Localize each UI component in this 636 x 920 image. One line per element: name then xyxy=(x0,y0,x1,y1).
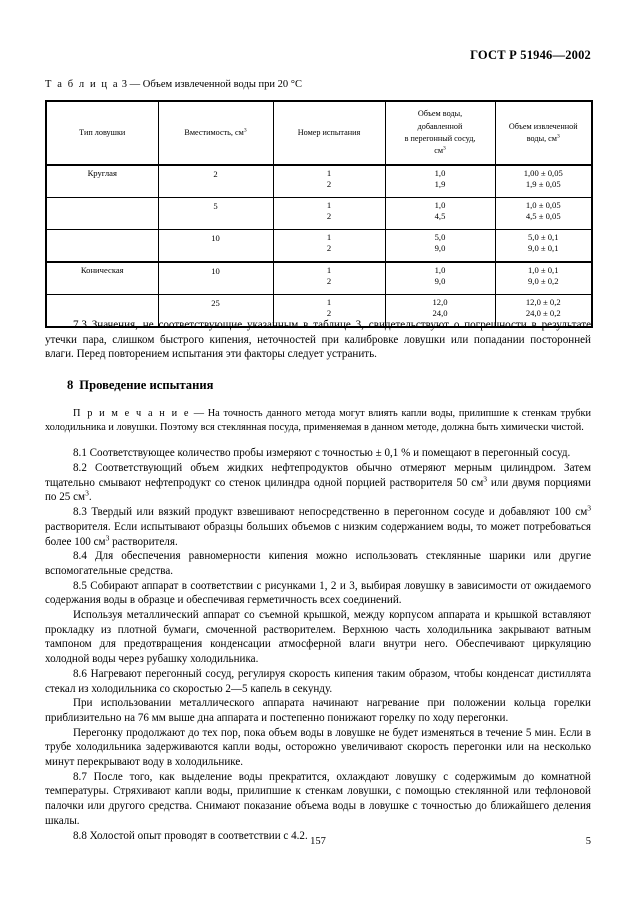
cell-capacity: 5 xyxy=(158,198,273,230)
cell-water-added-value: 1,9 xyxy=(434,178,446,189)
cell-water-added-value: 1,0 xyxy=(434,168,446,178)
paragraph-8-2-part-b: или двумя порциями по 25 см xyxy=(45,476,591,504)
paragraph-8-2-part-a: 8.2 Соответствующий объем жидких нефтепродуктов обычно отмеряют мерным цилиндром. Затем тщательно смывают нефтепродукт со стенок цилиндра одной порцией растворителя 50 см xyxy=(45,462,591,489)
cell-water-added-value: 1,0 xyxy=(434,200,446,210)
column-header-test-number xyxy=(273,101,385,165)
table-row xyxy=(46,230,592,263)
cell-water-added-value: 12,0 xyxy=(432,297,448,307)
cell-trap-type xyxy=(46,230,158,263)
paragraph-8-3-part-a: 8.3 Твердый или вязкий продукт взвешивают непосредственно в перегонном сосуде и добавляют 100 см xyxy=(73,506,588,519)
paragraph-8-7: 8.7 После того, как выделение воды прекратится, охлаждают ловушку с содержимым до комнатной температуры. Стряхивают капли воды, прилипшие к стенкам ловушки, с помощью стеклянной или тефлоновой палочки или другого средства. Снимают показание объема воды в ловушке с точностью до ближайшего деления шкалы. xyxy=(45,770,591,827)
paragraph-8-2: 8.2 Соответствующий объем жидких нефтепродуктов обычно отмеряют мерным цилиндром. Затем тщательно смывают нефтепродукт со стенок цилиндра одной порцией растворителя 50 $см^3$ или двумя порциями по 25 $см^3$. xyxy=(45,462,591,504)
cell-water-recovered-value: 1,0 ± 0,05 xyxy=(525,200,561,210)
footer-page-number-center: 157 xyxy=(310,836,326,847)
table-row xyxy=(46,262,592,295)
note-label: П р и м е ч а н и е xyxy=(73,408,190,420)
cell-test-number xyxy=(273,262,385,295)
water-added-line-1: Объем воды, xyxy=(417,109,463,119)
cell-water-added-value: 9,0 xyxy=(434,242,446,253)
cell-water-added-value: 1,0 xyxy=(434,265,446,275)
cell-water-added-value: 4,5 xyxy=(434,210,446,221)
cell-water-recovered xyxy=(495,198,592,230)
note-body: — На точность данного метода могут влиять капли воды, прилипшие к стенкам трубки холодильника и ловушки. Поэтому вся стеклянная посуда, применяемая в данном методе, должна быть химически чистой. xyxy=(45,408,591,433)
cell-test-number xyxy=(273,165,385,198)
cell-water-recovered xyxy=(495,262,592,295)
paragraph-8-5-continued: Используя металлический аппарат со съемной крышкой, между корпусом аппарата и крышкой вставляют прокладку из плотной бумаги, смоченной растворителем. Верхнюю часть холодильника закрывают ватным тампоном для предотвращения конденсации атмосферной влаги внутри него. Обеспечивают циркуляцию холодной воды через рубашку холодильника. xyxy=(45,609,591,666)
paragraph-8-5: 8.5 Собирают аппарат в соответствии с рисунками 1, 2 и 3, выбирая ловушку в зависимости от ожидаемого содержания воды в образце и обеспечивая герметичность всех соединений. xyxy=(45,579,591,607)
cell-test-number-value: 1 xyxy=(326,297,332,307)
cell-trap-type: Круглая xyxy=(46,165,158,198)
column-header-water-added xyxy=(385,101,495,165)
cell-water-recovered-value: 9,0 ± 0,2 xyxy=(528,275,559,286)
paragraph-8-6-continued: При использовании металлического аппарата начинают нагревание при положении кольца горелки приблизительно на 76 мм выше дна аппарата и постепенно понижают горелку по ходу перегонки. xyxy=(45,697,591,724)
cell-water-added-value: 5,0 xyxy=(434,232,446,242)
cell-test-number-value: 2 xyxy=(326,210,332,221)
superscript-three: 3 xyxy=(105,532,110,542)
paragraph-8-3 xyxy=(45,505,591,549)
cell-water-added-value: 24,0 xyxy=(432,307,448,318)
water-recovered-line-1: Объем извлеченной xyxy=(508,121,578,131)
cell-test-number-value: 2 xyxy=(326,275,332,286)
column-header-trap-type xyxy=(46,101,158,165)
paragraph-8-3-part-c: растворителя. xyxy=(109,535,178,548)
table-row xyxy=(46,198,592,230)
body-text-column xyxy=(45,318,591,843)
column-header-water-recovered xyxy=(495,101,592,165)
paragraph-8-6-continued-2: Перегонку продолжают до тех пор, пока объем воды в ловушке не будет изменяться в течение 5 мин. Если в трубе холодильника задерживаются капли воды, осторожно увеличивают скорость перегонки или на несколько минут перекрывают воду в холодильнике. xyxy=(45,726,591,769)
paragraph-8-1: 8.1 Соответствующее количество пробы измеряют с точностью ± 0,1 % и помещают в перегонный сосуд. xyxy=(73,447,571,460)
cell-water-recovered-value: 5,0 ± 0,1 xyxy=(528,232,559,242)
cell-water-recovered-value: 24,0 ± 0,2 xyxy=(525,307,561,318)
column-header-test-number-text: Номер испытания xyxy=(297,128,361,138)
table-body xyxy=(46,165,592,327)
superscript-three: 3 xyxy=(443,145,446,152)
section-title-text: Проведение испытания xyxy=(79,378,214,393)
paragraph-8-3-part-b: растворителя. Если испытывают образцы больших объемов с низким содержанием воды, то может потребоваться более 100 см xyxy=(45,520,591,548)
cell-capacity: 10 xyxy=(158,262,273,295)
cell-water-recovered-value: 1,00 ± 0,05 xyxy=(523,168,563,178)
cell-water-recovered-value: 1,9 ± 0,05 xyxy=(525,178,561,189)
paragraph-7-3: 7.3 Значения, не соответствующие указанным в таблице 3, свидетельствуют о погрешности в результате утечки пара, слишком быстрого кипения, неточностей при калибровке ловушки или попадании посторонней влаги. Перед повторением испытания эти факторы следует устранить. xyxy=(45,319,591,361)
cell-test-number xyxy=(273,198,385,230)
cell-trap-type xyxy=(46,198,158,230)
cell-water-recovered xyxy=(495,165,592,198)
table-row xyxy=(46,165,592,198)
paragraph-8-4: 8.4 Для обеспечения равномерности кипения можно использовать стеклянные шарики или другие вспомогательные средства. xyxy=(45,550,591,577)
cell-test-number-value: 2 xyxy=(326,178,332,189)
table-caption-title: Объем извлеченной воды при 20 °С xyxy=(142,79,302,90)
cell-water-added xyxy=(385,198,495,230)
cell-water-added xyxy=(385,165,495,198)
superscript-three: 3 xyxy=(85,488,89,498)
cell-trap-type: Коническая xyxy=(46,262,158,295)
page-footer xyxy=(45,836,591,852)
water-added-line-4: см xyxy=(434,146,444,156)
table-caption xyxy=(45,79,302,90)
cell-water-recovered-value: 9,0 ± 0,1 xyxy=(528,242,559,253)
cell-capacity: 25 xyxy=(158,295,273,328)
section-heading-8 xyxy=(45,378,591,393)
column-header-trap-type-text: Тип ловушки xyxy=(79,128,126,138)
table-header xyxy=(46,101,592,165)
cell-water-recovered-value: 4,5 ± 0,05 xyxy=(525,210,561,221)
water-recovered-line-2: воды, см xyxy=(526,134,557,143)
cell-water-recovered-value: 12,0 ± 0,2 xyxy=(525,297,561,307)
footer-page-number-right: 5 xyxy=(585,836,591,847)
water-added-line-2: добавленной xyxy=(417,121,463,131)
cell-capacity: 10 xyxy=(158,230,273,263)
cell-water-recovered xyxy=(495,230,592,263)
paragraph-8-8: 8.8 Холостой опыт проводят в соответствии с 4.2. xyxy=(73,829,308,842)
section-number: 8 xyxy=(67,378,74,393)
cell-water-recovered-value: 1,0 ± 0,1 xyxy=(528,265,559,275)
cell-capacity: 2 xyxy=(158,165,273,198)
table-caption-dash: — xyxy=(129,79,141,90)
cell-test-number-value: 1 xyxy=(326,265,332,275)
cell-test-number-value: 1 xyxy=(326,232,332,242)
cell-water-added-value: 9,0 xyxy=(434,275,446,286)
table-3-extracted-water-volume xyxy=(45,100,593,328)
table-caption-number: 3 xyxy=(121,79,127,90)
table-header-row xyxy=(46,101,592,165)
water-added-line-3: в перегонный сосуд, xyxy=(404,134,476,143)
cell-water-added xyxy=(385,262,495,295)
superscript-three: 3 xyxy=(556,133,560,140)
table-caption-label: Т а б л и ц а xyxy=(45,79,120,90)
superscript-three: 3 xyxy=(587,503,591,513)
column-header-capacity-text: Вместимость, см xyxy=(184,128,244,138)
cell-test-number-value: 1 xyxy=(326,200,332,210)
cell-water-added xyxy=(385,230,495,263)
cell-test-number-value: 2 xyxy=(326,242,332,253)
superscript-three: 3 xyxy=(483,474,487,484)
running-header-standard-number: ГОСТ Р 51946—2002 xyxy=(470,48,591,62)
paragraph-8-6: 8.6 Нагревают перегонный сосуд, регулируя скорость кипения таким образом, чтобы конденсат дистиллята стекал из холодильника со скоростью 2—5 капель в секунду. xyxy=(45,667,591,695)
cell-test-number xyxy=(273,230,385,263)
superscript-three: 3 xyxy=(243,127,247,134)
note-paragraph xyxy=(45,407,591,434)
column-header-capacity xyxy=(158,101,273,165)
cell-test-number-value: 1 xyxy=(326,168,332,178)
cell-test-number-value: 2 xyxy=(326,307,332,318)
